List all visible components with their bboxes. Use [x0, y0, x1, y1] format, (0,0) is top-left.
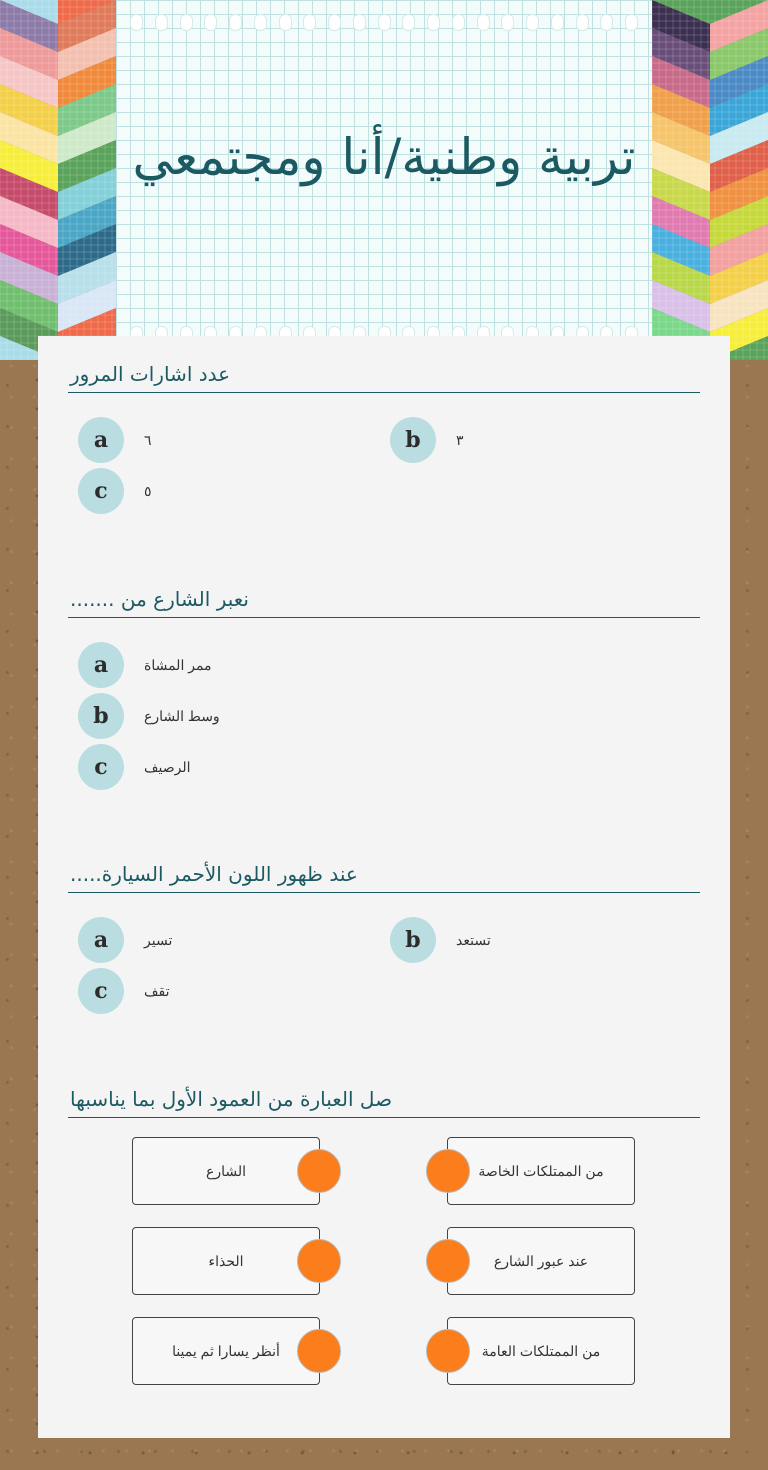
question-text: عدد اشارات المرور: [68, 356, 700, 393]
match-right-item-3[interactable]: من الممتلكات العامة: [447, 1317, 635, 1385]
option-a[interactable]: [78, 917, 172, 963]
option-b[interactable]: [390, 917, 491, 963]
option-c[interactable]: [78, 744, 190, 790]
option-label: ٥: [144, 482, 152, 499]
option-letter-badge: a: [78, 417, 124, 463]
worksheet-card: [38, 336, 730, 1438]
option-a[interactable]: [78, 417, 152, 463]
page-title: تربية وطنية/أنا ومجتمعي: [132, 128, 636, 186]
match-right-item-1[interactable]: من الممتلكات الخاصة: [447, 1137, 635, 1205]
question-text: صل العبارة من العمود الأول بما يناسبها: [68, 1081, 700, 1118]
option-a[interactable]: [78, 642, 212, 688]
option-letter-badge: c: [78, 968, 124, 1014]
question-2: [68, 581, 700, 618]
match-connector-left-2[interactable]: [297, 1239, 341, 1283]
option-label: تقف: [144, 982, 170, 999]
option-label: تستعد: [456, 931, 491, 948]
match-connector-left-1[interactable]: [297, 1149, 341, 1193]
match-right-item-2[interactable]: عند عبور الشارع: [447, 1227, 635, 1295]
option-letter-badge: b: [390, 917, 436, 963]
question-4: [68, 1081, 700, 1118]
chevron-pattern-right: [652, 0, 768, 360]
option-b[interactable]: [78, 693, 220, 739]
match-left-item-2[interactable]: الحذاء: [132, 1227, 320, 1295]
option-label: ٣: [456, 431, 464, 448]
option-b[interactable]: [390, 417, 464, 463]
option-label: ٦: [144, 431, 152, 448]
header-banner: [0, 0, 768, 360]
option-letter-badge: a: [78, 917, 124, 963]
option-label: ممر المشاة: [144, 656, 212, 673]
match-connector-right-1[interactable]: [426, 1149, 470, 1193]
match-connector-right-2[interactable]: [426, 1239, 470, 1283]
question-text: نعبر الشارع من .......: [68, 581, 700, 618]
match-left-item-3[interactable]: أنظر يسارا ثم يمينا: [132, 1317, 320, 1385]
chevron-pattern-left: [0, 0, 116, 360]
option-label: الرصيف: [144, 758, 191, 775]
question-1: [68, 356, 700, 393]
option-c[interactable]: [78, 968, 169, 1014]
option-label: تسير: [144, 931, 173, 948]
notebook-holes-top: [120, 14, 648, 30]
option-letter-badge: c: [78, 468, 124, 514]
match-left-item-1[interactable]: الشارع: [132, 1137, 320, 1205]
option-label: وسط الشارع: [144, 707, 220, 724]
question-3: [68, 856, 700, 893]
question-text: عند ظهور اللون الأحمر السيارة.....: [68, 856, 700, 893]
option-c[interactable]: [78, 468, 152, 514]
option-letter-badge: b: [390, 417, 436, 463]
option-letter-badge: c: [78, 744, 124, 790]
match-connector-left-3[interactable]: [297, 1329, 341, 1373]
option-letter-badge: b: [78, 693, 124, 739]
match-connector-right-3[interactable]: [426, 1329, 470, 1373]
option-letter-badge: a: [78, 642, 124, 688]
